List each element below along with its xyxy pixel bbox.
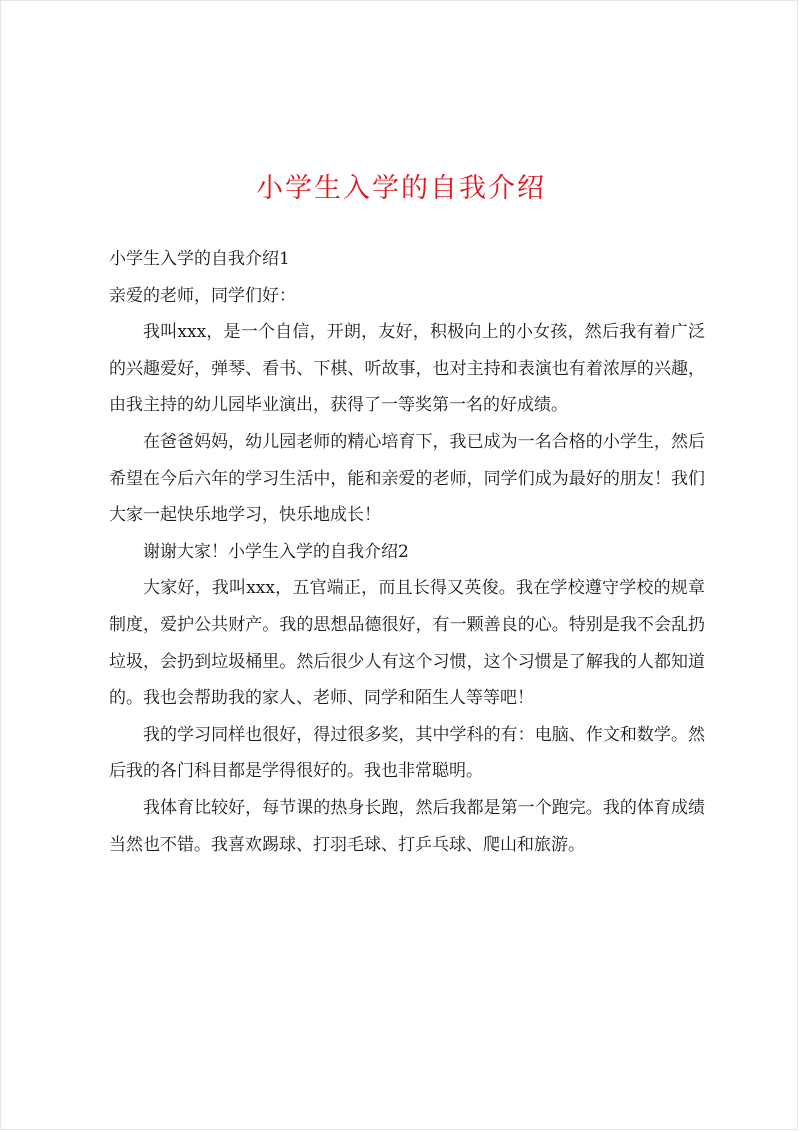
body-paragraph: 谢谢大家！小学生入学的自我介绍2 <box>143 541 409 562</box>
body-paragraph: 我体育比较好，每节课的热身长跑，然后我都是第一个跑完。我的体育成绩当然也不错。我喜欢踢球、打羽毛球、打乒乓球、爬山和旅游。 <box>109 797 705 855</box>
body-paragraph: 我的学习同样也很好，得过很多奖，其中学科的有：电脑、作文和数学。然后我的各门科目都是学得很好的。我也非常聪明。 <box>109 724 705 782</box>
body-paragraph: 在爸爸妈妈，幼儿园老师的精心培育下，我已成为一名合格的小学生，然后希望在今后六年的学习生活中，能和亲爱的老师，同学们成为最好的朋友！我们大家一起快乐地学习，快乐地成长！ <box>109 431 705 526</box>
body-paragraph: 我叫xxx，是一个自信，开朗，友好，积极向上的小女孩，然后我有着广泛的兴趣爱好，弹琴、看书、下棋、听故事，也对主持和表演也有着浓厚的兴趣，由我主持的幼儿园毕业演出，获得了一等奖第一名的好成绩。 <box>109 322 705 416</box>
greeting-line: 亲爱的老师，同学们好： <box>109 285 296 306</box>
document-body <box>109 241 705 863</box>
section-heading: 小学生入学的自我介绍1 <box>109 249 290 269</box>
body-paragraph: 大家好，我叫xxx，五官端正，而且长得又英俊。我在学校遵守学校的规章制度，爱护公共财产。我的思想品德很好，有一颗善良的心。特别是我不会乱扔垃圾，会扔到垃圾桶里。然后很少人有这个习惯，这个习惯是了解我的人都知道的。我也会帮助我的家人、老师、同学和陌生人等等吧！ <box>109 578 705 709</box>
document-title: 小学生入学的自我介绍 <box>256 173 546 204</box>
